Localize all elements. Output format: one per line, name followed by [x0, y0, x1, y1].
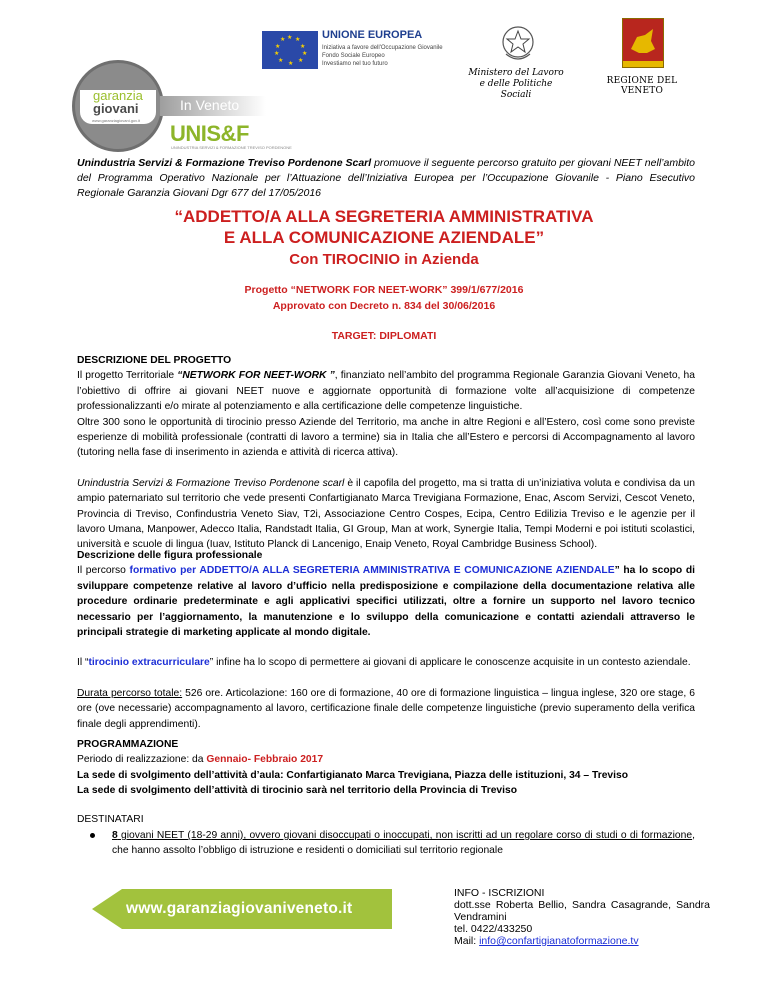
- destinatari-list: [90, 828, 695, 859]
- logo-url: www.garanziagiovani.gov.it: [92, 118, 140, 123]
- descrizione-paragraph-2: Oltre 300 sono le opportunità di tirocinio presso Aziende del Territorio, ma anche in altre Regioni e all’Estero, così come sono previste esperienze di mobilità professionale (contratti di lavoro a termine) sia in Italia che all’Estero e percorsi di Accompagnamento al lavoro (tutoring nella fase di inserimento in azienda e attività di ricerca attiva).: [77, 416, 695, 459]
- descrizione-paragraph-1: Il progetto Territoriale “NETWORK FOR NEET-WORK ”, finanziato nell’ambito del programma Regionale Garanzia Giovani Veneto, ha l’obiettivo di offrire ai giovani NEET nuove e aggiornate opportunità di formazione volte all’acquisizione di competenze professionalizzanti e/o mirate al potenziamento e alla certificazione delle competenze linguistiche.: [77, 370, 695, 413]
- project-decree: Approvato con Decreto n. 834 del 30/06/2016: [272, 300, 496, 312]
- descrizione-paragraph-3: Unindustria Servizi & Formazione Treviso Pordenone scarl è il capofila del progetto, ma si tratta di un’iniziativa voluta e condivisa da un ampio paternariato sul territorio che vede presenti Confartigianato Marca Trevigiana Formazione, Enac, Ascom Servizi, Cescot Veneto, Provincia di Treviso, Confindustria Veneto Siav, T2i, Associazione Centro Cospes, Ecipa, Centro Edilizia Treviso e le agenzie per il lavoro Umana, Manpower, Adecco Italia, Randstadt Italia, GI Group, Man at work, Synergie Italia, Tempi Moderni e poi istituti scolastici, università e scuole di lingua (Iuav, Istituto Planck di Lancenigo, Enaip Veneto, Royal Cambridge Business School).: [77, 477, 695, 551]
- figura-section: [77, 548, 695, 732]
- course-title-line-1: “ADDETTO/A ALLA SEGRETERIA AMMINISTRATIVA: [174, 207, 594, 226]
- section-heading: DESCRIZIONE DEL PROGETTO: [77, 355, 232, 366]
- project-name: Progetto “NETWORK FOR NEET-WORK” 399/1/677/2016: [244, 284, 524, 296]
- info-phone: tel. 0422/433250: [454, 923, 533, 935]
- eu-flag-icon: ★ ★ ★ ★ ★ ★ ★ ★ ★ ★: [262, 31, 318, 69]
- unisf-logo-subtitle: UNINDUSTRIA SERVIZI & FORMAZIONE TREVISO PORDENONE: [171, 145, 292, 150]
- logo-word-garanzia: garanzia: [93, 88, 143, 103]
- info-names: dott.sse Roberta Bellio, Sandra Casagrande, Sandra Vendramini: [454, 899, 710, 923]
- periodo-line: Periodo di realizzazione: da Gennaio- Febbraio 2017: [77, 754, 324, 766]
- course-title-line-2: E ALLA COMUNICAZIONE AZIENDALE”: [223, 228, 545, 247]
- eu-title: UNIONE EUROPEA: [322, 29, 423, 41]
- ministry-label: Ministero del Lavoro e delle Politiche Sociali: [468, 68, 564, 100]
- info-mail: Mail: info@confartigianatoformazione.tv: [454, 935, 639, 947]
- sede-tirocinio-line: La sede di svolgimento dell’attività di tirocinio sarà nel territorio della Provincia di Treviso: [77, 785, 518, 797]
- italian-emblem-icon: [500, 24, 536, 64]
- mail-link[interactable]: info@confartigianatoformazione.tv: [479, 935, 639, 947]
- programmazione-section: [77, 737, 695, 799]
- intro-paragraph: Unindustria Servizi & Formazione Treviso Pordenone Scarl promuove il seguente percorso gratuito per giovani NEET nell’ambito del Programma Operativo Nazionale per l’Attuazione dell’Iniziativa Europea per l’Occupazione Giovanile - Piano Esecutivo Regionale Garanzia Giovani Dgr 677 del 17/05/2016: [77, 157, 695, 199]
- sede-aula-line: La sede di svolgimento dell’attività d’aula: Confartigianato Marca Trevigiana, Piazza delle istituzioni, 34 – Treviso: [77, 769, 629, 781]
- regione-veneto-label: REGIONE DEL VENETO: [606, 76, 678, 96]
- in-veneto-label: In Veneto: [180, 97, 240, 113]
- logo-word-giovani: giovani: [93, 101, 139, 116]
- course-subtitle: Con TIROCINIO in Azienda: [289, 251, 479, 268]
- destinatari-heading: DESTINATARI: [77, 814, 144, 825]
- figura-paragraph-1: Il percorso formativo per ADDETTO/A ALLA SEGRETERIA AMMINISTRATIVA E COMUNICAZIONE AZIENDALE” ha lo scopo di sviluppare competenze relative al lavoro d’ufficio nella predisposizione e compilazione della documentazione relativa alle procedure ordinarie predeterminate e agli applicativi specifici utilizzati, oltre a fornire un supporto nel lavoro tecnico necessario per l’aggiornamento, la manutenzione e lo sviluppo della comunicazione e contatti aziendali attraverso le principali strategie di marketing applicate al mondo digitale.: [77, 565, 696, 639]
- section-heading: Descrizione delle figura professionale: [77, 550, 263, 561]
- durata-paragraph: Durata percorso totale: 526 ore. Articolazione: 160 ore di formazione, 40 ore di formazione linguistica – lingua inglese, 320 ore stage, 6 ore (ove necessarie) accompagnamento al lavoro, certificazione finale delle competenze linguistiche (previo superamento della verifica finale degli apprendimenti).: [77, 687, 695, 730]
- target-label: TARGET: DIPLOMATI: [331, 330, 437, 342]
- list-item: 8 giovani NEET (18-29 anni), ovvero giovani disoccupati o inoccupati, non iscritti ad un regolare corso di studi o di formazione, che hanno assolto l’obbligo di istruzione e residenti o domiciliati sul territorio regionale: [112, 830, 695, 857]
- veneto-lion-icon: [622, 18, 664, 68]
- section-heading: PROGRAMMAZIONE: [77, 739, 179, 750]
- bullet-icon: [90, 833, 95, 838]
- website-link[interactable]: www.garanziagiovaniveneto.it: [126, 900, 353, 917]
- info-box: [454, 887, 710, 947]
- tirocinio-paragraph: Il “tirocinio extracurriculare” infine ha lo scopo di permettere ai giovani di applicare le conoscenze acquisite in un contesto aziendale.: [77, 657, 691, 669]
- descrizione-section: [77, 353, 695, 553]
- info-title: INFO - ISCRIZIONI: [454, 887, 545, 899]
- eu-subtitle: Iniziativa a favore dell'Occupazione Giovanile Fondo Sociale Europeo Investiamo nel tuo futuro: [322, 45, 443, 67]
- unisf-logo: UNIS&F: [170, 121, 249, 146]
